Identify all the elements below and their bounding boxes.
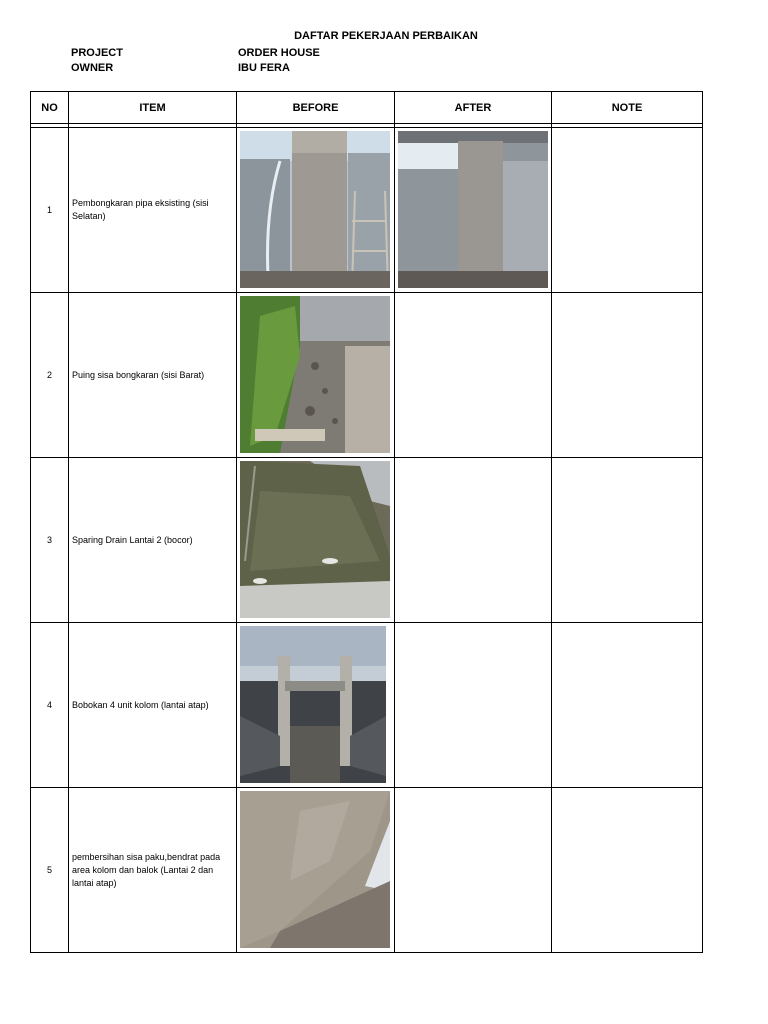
table-row [31,458,703,623]
row-note [552,293,703,458]
before-photo [240,131,390,288]
row-note [552,788,703,953]
row-number: 5 [31,788,69,953]
row-note [552,128,703,293]
owner-label: OWNER [71,62,114,74]
after-cell [395,788,552,953]
column-header-no: NO [31,92,69,124]
column-header-after: AFTER [395,92,552,124]
before-cell [237,623,395,788]
table-row [31,623,703,788]
before-photo [240,296,390,453]
before-photo [240,626,390,783]
row-item: Sparing Drain Lantai 2 (bocor) [69,458,237,623]
before-cell [237,788,395,953]
column-header-item: ITEM [69,92,237,124]
column-header-before: BEFORE [237,92,395,124]
table-header-row [31,92,703,124]
row-number: 1 [31,128,69,293]
project-value: ORDER HOUSE [238,47,320,59]
after-photo [398,131,548,288]
before-photo [240,791,390,948]
row-item: Pembongkaran pipa eksisting (sisi Selatan) [69,128,237,293]
after-cell [395,623,552,788]
repair-work-table [30,91,703,953]
row-item: Puing sisa bongkaran (sisi Barat) [69,293,237,458]
after-cell [395,458,552,623]
before-cell [237,128,395,293]
before-cell [237,293,395,458]
table-row [31,788,703,953]
row-number: 2 [31,293,69,458]
row-note [552,458,703,623]
row-item: pembersihan sisa paku,bendrat pada area kolom dan balok (Lantai 2 dan lantai atap) [69,788,237,953]
row-item: Bobokan 4 unit kolom (lantai atap) [69,623,237,788]
row-note [552,623,703,788]
owner-value: IBU FERA [238,62,290,74]
after-cell [395,128,552,293]
after-cell [395,293,552,458]
row-number: 4 [31,623,69,788]
before-cell [237,458,395,623]
column-header-note: NOTE [552,92,703,124]
project-label: PROJECT [71,47,123,59]
table-row [31,128,703,293]
before-photo [240,461,390,618]
document-title: DAFTAR PEKERJAAN PERBAIKAN [294,30,478,42]
row-number: 3 [31,458,69,623]
table-row [31,293,703,458]
